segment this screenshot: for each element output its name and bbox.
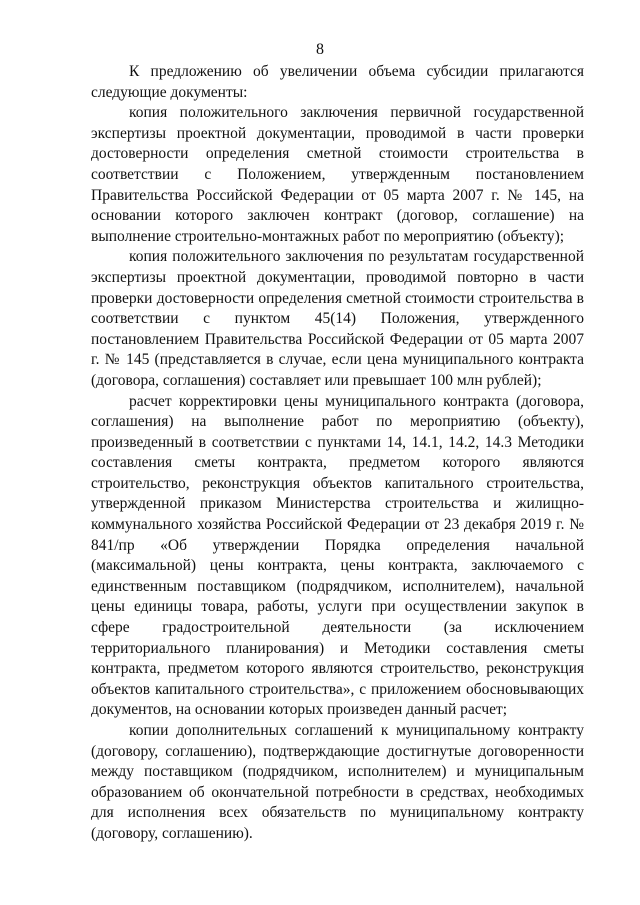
paragraph-repeat-expertise: копия положительного заключения по результатам государственной экспертизы проектной документации, проводимой повторно в части проверки достоверности определения сметной стоимости строительства в соответствии с пунктом 45(14) Положения, утвержденного постановлением Правительства Российской Федерации от 05 марта 2007 г. № 145 (представляется в случае, если цена муниципального контракта (договора, соглашения) составляет или превышает 100 млн рублей); xyxy=(91,248,584,389)
paragraph-additional-agreements: копии дополнительных соглашений к муниципальному контракту (договору, соглашению), подтверждающие достигнутые договоренности между поставщиком (подрядчиком, исполнителем) и муниципальным образованием об окончательной потребности в средствах, необходимых для исполнения всех обязательств по муниципальному контракту (договору, соглашению). xyxy=(91,722,584,842)
paragraph-primary-expertise: копия положительного заключения первичной государственной экспертизы проектной документации, проводимой в части проверки достоверности определения сметной стоимости строительства в соответствии с Положением, утвержденным постановлением Правительства Российской Федерации от 05 марта 2007 г. № 145, на основании которого заключен контракт (договор, соглашение) на выполнение строительно-монтажных работ по мероприятию (объекту); xyxy=(91,104,584,245)
paragraph-price-calculation: расчет корректировки цены муниципального контракта (договора, соглашения) на выполнение работ по мероприятию (объекту), произведенный в соответствии с пунктами 14, 14.1, 14.2, 14.3 Методики составления сметы контракта, предметом которого являются строительство, реконструкция объектов капитального строительства, утвержденной приказом Министерства строительства и жилищно-коммунального хозяйства Российской Федерации от 23 декабря 2019 г. № 841/пр «Об утверждении Порядка определения начальной (максимальной) цены контракта, цены контракта, заключаемого с единственным поставщиком (подрядчиком, исполнителем), начальной цены единицы товара, работы, услуги при осуществлении закупок в сфере градостроительной деятельности (за исключением территориального планирования) и Методики составления сметы контракта, предметом которого являются строительство, реконструкция объектов капитального строительства», с приложением обосновывающих документов, на основании которых произведен данный расчет; xyxy=(91,392,584,719)
page-number: 8 xyxy=(316,41,324,58)
document-body xyxy=(91,62,584,845)
paragraph-intro: К предложению об увеличении объема субсидии прилагаются следующие документы: xyxy=(91,63,584,101)
